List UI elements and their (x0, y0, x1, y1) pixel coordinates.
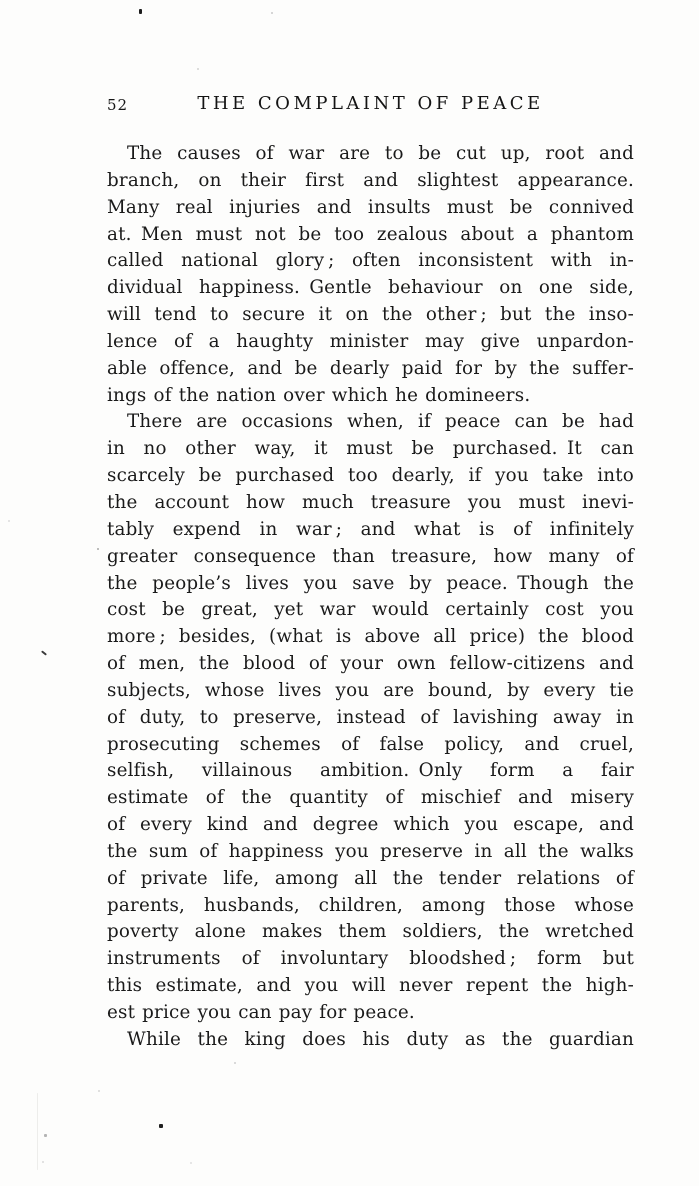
text-line: selfish, villainous ambition. Only form a fair (107, 760, 634, 782)
ink-speck (139, 9, 142, 14)
text-line: this estimate, and you will never repent the high- (107, 975, 634, 997)
text-line: The causes of war are to be cut up, root and (127, 143, 634, 164)
ink-speck (197, 68, 199, 70)
text-line: ings of the nation over which he domineers. (107, 384, 531, 406)
text-line: the sum of happiness you preserve in all the walks (107, 840, 634, 862)
text-line: of every kind and degree which you escape, and (107, 814, 634, 836)
text-line: There are occasions when, if peace can be had (127, 411, 634, 433)
text-line: able offence, and be dearly paid for by the suffer- (107, 357, 634, 379)
text-line: subjects, whose lives you are bound, by every tie (107, 679, 634, 701)
page-header (107, 93, 634, 115)
text-line: scarcely be purchased too dearly, if you take into (107, 465, 634, 487)
scan-line (37, 1093, 38, 1170)
ink-speck (190, 1162, 192, 1164)
text-line: in no other way, it must be purchased. It can (107, 438, 634, 460)
text-line: While the king does his duty as the guardian (127, 1028, 634, 1050)
ink-speck (44, 1134, 47, 1137)
text-line: lence of a haughty minister may give unpardon- (107, 330, 634, 352)
ink-speck (8, 520, 10, 522)
text-line: est price you can pay for peace. (107, 1002, 415, 1023)
ink-speck (42, 1161, 44, 1163)
page-text (107, 141, 634, 1054)
ink-speck (159, 1124, 163, 1128)
text-line: cost be great, yet war would certainly cost you (107, 599, 634, 621)
text-line: instruments of involuntary bloodshed ; form but (107, 948, 634, 970)
page-number: 52 (107, 96, 129, 114)
ink-mark (41, 650, 47, 655)
text-line: the people’s lives you save by peace. Though the (107, 572, 634, 594)
text-line: tably expend in war ; and what is of infinitely (107, 518, 634, 540)
text-line: parents, husbands, children, among those whose (107, 894, 634, 916)
text-line: dividual happiness. Gentle behaviour on one side, (107, 277, 634, 299)
text-line: of men, the blood of your own fellow-citizens and (107, 653, 634, 675)
text-line: greater consequence than treasure, how many of (107, 545, 634, 567)
ink-speck (98, 1090, 100, 1092)
running-title: THE COMPLAINT OF PEACE (197, 93, 544, 114)
text-line: poverty alone makes them soldiers, the wretched (107, 921, 634, 943)
ink-speck (271, 12, 273, 14)
ink-speck (234, 1062, 236, 1064)
text-line: will tend to secure it on the other ; but the inso- (107, 304, 634, 326)
text-line: of duty, to preserve, instead of lavishing away in (107, 706, 634, 728)
text-line: estimate of the quantity of mischief and misery (107, 787, 634, 809)
text-line: at. Men must not be too zealous about a phantom (107, 223, 634, 245)
text-line: of private life, among all the tender relations of (107, 867, 634, 889)
text-line: Many real injuries and insults must be connived (107, 196, 634, 218)
text-line: prosecuting schemes of false policy, and cruel, (107, 733, 634, 755)
text-line: branch, on their first and slightest appearance. (107, 169, 634, 191)
text-line: called national glory ; often inconsistent with in- (107, 250, 634, 272)
ink-speck (97, 548, 99, 550)
text-line: the account how much treasure you must inevi- (107, 491, 634, 513)
text-line: more ; besides, (what is above all price) the blood (107, 626, 634, 648)
